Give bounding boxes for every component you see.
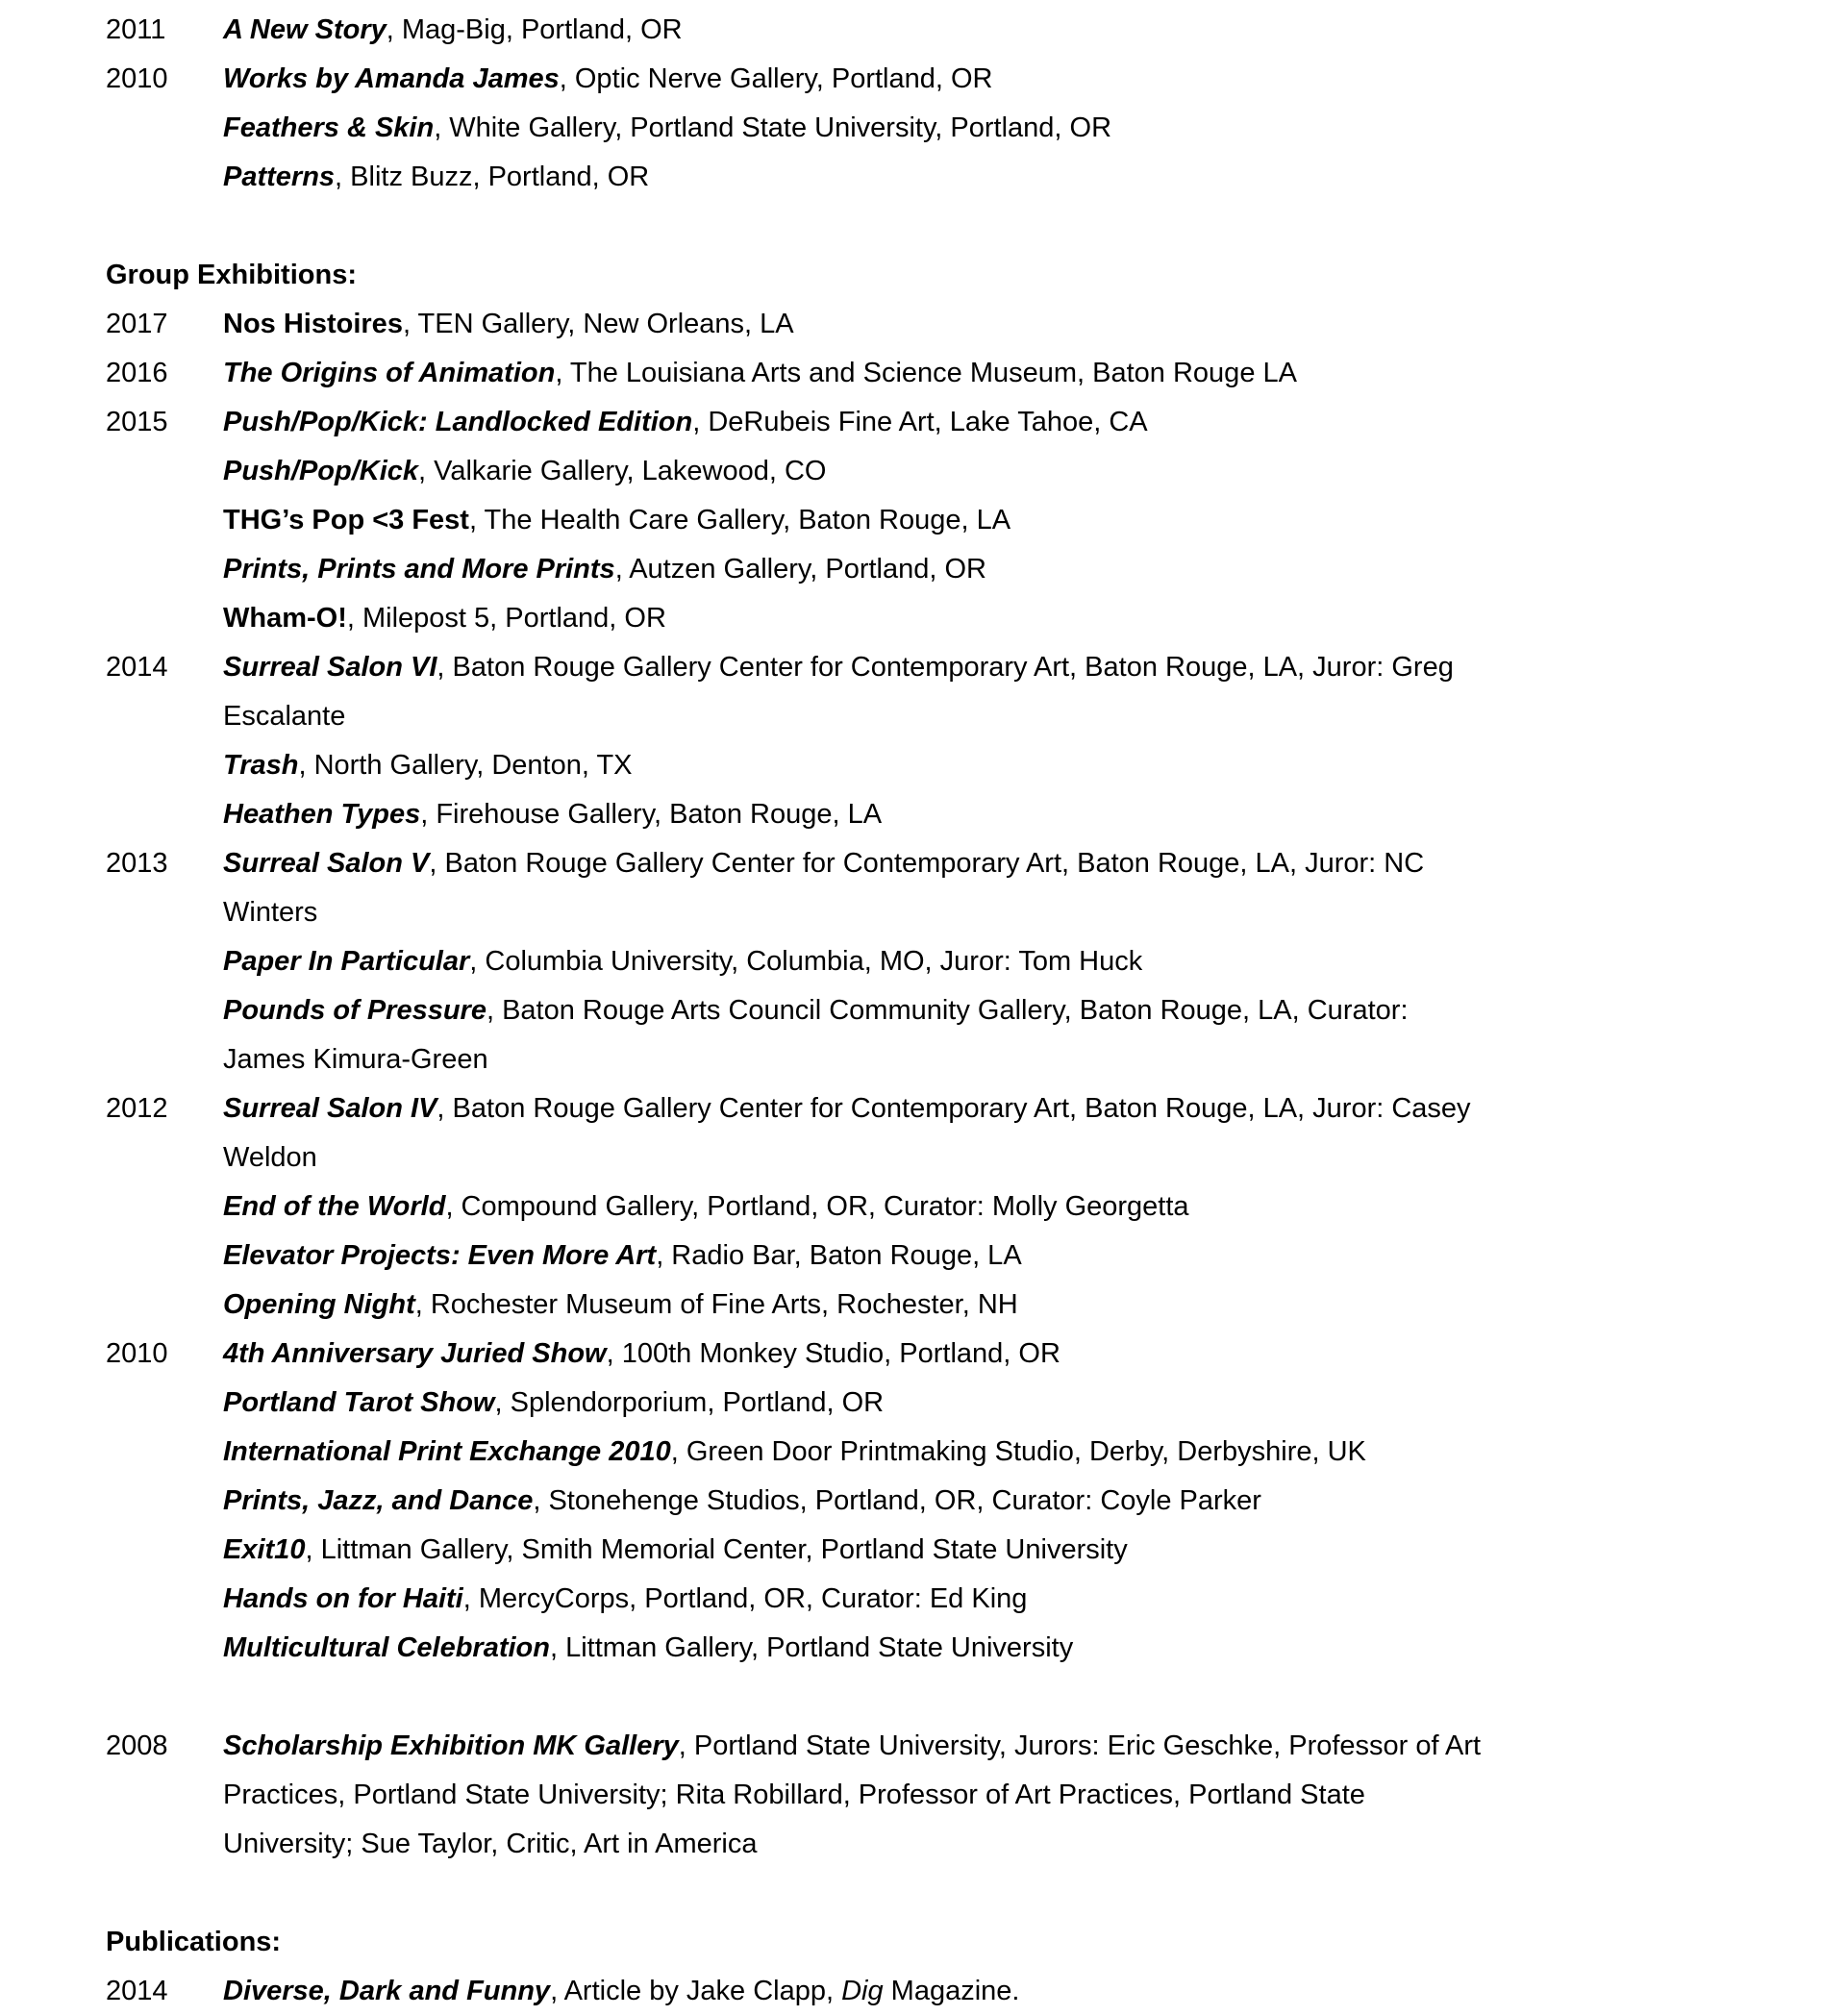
year-label: 2010 [106,63,168,94]
exhibition-title: Hands on for Haiti [223,1583,463,1614]
spacer-line [0,1673,1846,1722]
exhibition-title: Feathers & Skin [223,112,435,143]
cv-line [0,1575,1846,1624]
cv-line [0,888,1846,937]
exhibition-title: Portland Tarot Show [223,1387,495,1418]
exhibition-title: Surreal Salon VI [223,652,437,683]
detail-text: , Baton Rouge Gallery Center for Contemporary Art, Baton Rouge, LA, Juror: NC [429,848,1425,879]
cv-line [0,986,1846,1035]
detail-text: , White Gallery, Portland State University, Portland, OR [434,112,1112,143]
cv-line [0,1281,1846,1330]
exhibition-title: Works by Amanda James [223,63,560,94]
cv-line [0,447,1846,496]
exhibition-title: Surreal Salon IV [223,1093,437,1124]
detail-text: Escalante [223,701,346,732]
detail-text: , Firehouse Gallery, Baton Rouge, LA [420,799,883,830]
cv-line [0,1330,1846,1379]
year-label: 2014 [106,1976,168,2006]
detail-text: Winters [223,897,318,928]
cv-line [0,937,1846,986]
cv-line [0,1967,1846,2016]
detail-text: , Baton Rouge Arts Council Community Gallery, Baton Rouge, LA, Curator: [486,995,1409,1026]
detail-text: , 100th Monkey Studio, Portland, OR [606,1338,1060,1369]
exhibition-title: Patterns [223,162,336,192]
section-heading-line [0,251,1846,300]
exhibition-title: Diverse, Dark and Funny [223,1976,551,2006]
exhibition-title: Surreal Salon V [223,848,430,879]
cv-line [0,1035,1846,1084]
cv-line [0,643,1846,692]
cv-line [0,545,1846,594]
detail-text: , Stonehenge Studios, Portland, OR, Curator: Coyle Parker [533,1485,1261,1516]
cv-line [0,1722,1846,1771]
detail-text: , Columbia University, Columbia, MO, Juror: Tom Huck [469,946,1143,977]
exhibition-title: Scholarship Exhibition MK Gallery [223,1730,679,1761]
detail-text: , Mag-Big, Portland, OR [386,14,683,45]
cv-line [0,55,1846,104]
detail-text: , Article by Jake Clapp, [550,1976,842,2006]
detail-text: , Littman Gallery, Portland State University [549,1632,1074,1663]
year-label: 2014 [106,652,168,683]
cv-line [0,594,1846,643]
detail-text: , Baton Rouge Gallery Center for Contemporary Art, Baton Rouge, LA, Juror: Casey [437,1093,1471,1124]
year-label: 2011 [106,14,166,45]
cv-line [0,1084,1846,1133]
detail-text: , Rochester Museum of Fine Arts, Rochester, NH [414,1289,1018,1320]
detail-text: , Green Door Printmaking Studio, Derby, Derbyshire, UK [670,1436,1366,1467]
detail-text: , Blitz Buzz, Portland, OR [335,162,650,192]
exhibition-title: International Print Exchange 2010 [223,1436,671,1467]
detail-text: , The Health Care Gallery, Baton Rouge, LA [468,505,1011,535]
exhibition-title: Push/Pop/Kick: Landlocked Edition [223,407,693,437]
year-label: 2012 [106,1093,168,1124]
section-heading: Publications: [106,1927,282,1957]
detail-text: , Littman Gallery, Smith Memorial Center, Portland State University [305,1534,1128,1565]
section-heading-line [0,1918,1846,1967]
exhibition-title: Nos Histoires [223,309,403,339]
cv-line [0,153,1846,202]
detail-text: , Valkarie Gallery, Lakewood, CO [418,456,827,486]
cv-line [0,1379,1846,1428]
year-label: 2013 [106,848,168,879]
exhibition-title: Opening Night [223,1289,415,1320]
exhibition-title: Pounds of Pressure [223,995,486,1026]
cv-line [0,349,1846,398]
detail-text: Practices, Portland State University; Rita Robillard, Professor of Art Practices, Portland State [223,1780,1365,1810]
exhibition-title: Push/Pop/Kick [223,456,419,486]
exhibition-title: Multicultural Celebration [223,1632,550,1663]
exhibition-title: Heathen Types [223,799,421,830]
cv-line [0,1133,1846,1182]
year-label: 2017 [106,309,168,339]
section-heading: Group Exhibitions: [106,260,357,290]
year-label: 2015 [106,407,168,437]
detail-text: , Splendorporium, Portland, OR [494,1387,885,1418]
cv-line [0,300,1846,349]
detail-text: , The Louisiana Arts and Science Museum, Baton Rouge LA [555,358,1297,388]
detail-text: , MercyCorps, Portland, OR, Curator: Ed King [462,1583,1028,1614]
cv-line [0,104,1846,153]
exhibition-title: Wham-O! [223,603,347,634]
publication-name: Dig [841,1976,884,2006]
detail-text: , Autzen Gallery, Portland, OR [614,554,986,585]
exhibition-title: Prints, Prints and More Prints [223,554,615,585]
exhibition-title: A New Story [223,14,387,45]
exhibition-title: The Origins of Animation [223,358,556,388]
detail-text: Weldon [223,1142,317,1173]
detail-text: , Milepost 5, Portland, OR [346,603,666,634]
exhibition-title: 4th Anniversary Juried Show [223,1338,607,1369]
cv-line [0,1526,1846,1575]
year-label: 2010 [106,1338,168,1369]
exhibition-title: THG’s Pop <3 Fest [223,505,469,535]
exhibition-title: Prints, Jazz, and Dance [223,1485,534,1516]
cv-line [0,1820,1846,1869]
exhibition-title: Exit10 [223,1534,306,1565]
cv-line [0,741,1846,790]
exhibition-title: Paper In Particular [223,946,470,977]
cv-line [0,692,1846,741]
detail-text: , Compound Gallery, Portland, OR, Curator: Molly Georgetta [445,1191,1189,1222]
detail-text: , North Gallery, Denton, TX [298,750,633,781]
cv-line [0,6,1846,55]
exhibition-title: Trash [223,750,299,781]
cv-line [0,790,1846,839]
cv-line [0,1182,1846,1232]
cv-line [0,398,1846,447]
detail-text: University; Sue Taylor, Critic, Art in America [223,1829,758,1859]
detail-text: Magazine. [883,1976,1020,2006]
exhibition-title: Elevator Projects: Even More Art [223,1240,657,1271]
cv-line [0,1232,1846,1281]
year-label: 2008 [106,1730,168,1761]
detail-text: , Portland State University, Jurors: Eric Geschke, Professor of Art [678,1730,1482,1761]
detail-text: James Kimura-Green [223,1044,488,1075]
cv-line [0,1477,1846,1526]
detail-text: , Baton Rouge Gallery Center for Contemporary Art, Baton Rouge, LA, Juror: Greg [437,652,1454,683]
exhibition-title: End of the World [223,1191,446,1222]
detail-text: , TEN Gallery, New Orleans, LA [402,309,794,339]
cv-line [0,1771,1846,1820]
cv-line [0,839,1846,888]
cv-line [0,1624,1846,1673]
detail-text: , DeRubeis Fine Art, Lake Tahoe, CA [692,407,1148,437]
cv-line [0,496,1846,545]
year-label: 2016 [106,358,168,388]
detail-text: , Optic Nerve Gallery, Portland, OR [559,63,993,94]
cv-line [0,1428,1846,1477]
spacer-line [0,1869,1846,1918]
spacer-line [0,202,1846,251]
detail-text: , Radio Bar, Baton Rouge, LA [656,1240,1022,1271]
